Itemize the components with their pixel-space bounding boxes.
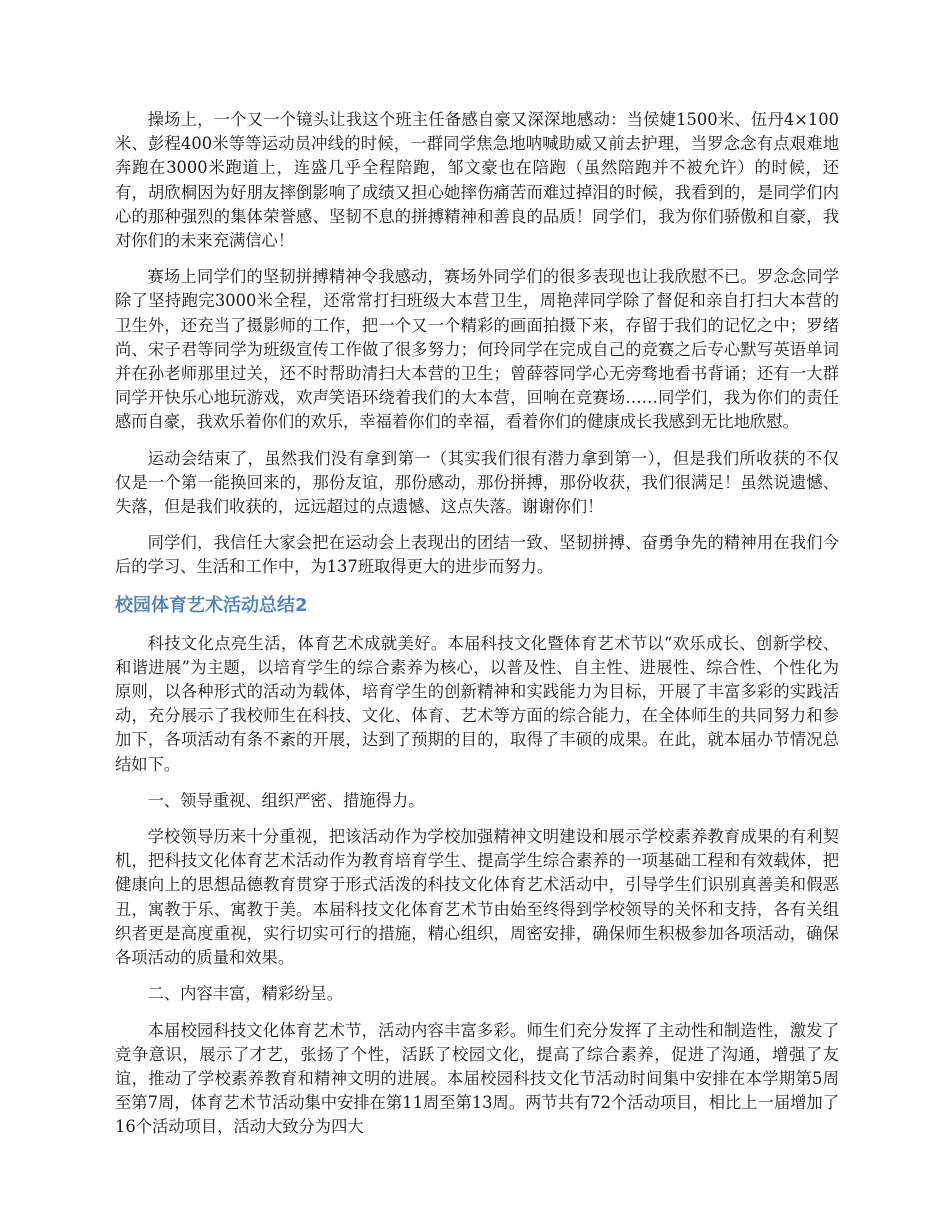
paragraph: 同学们，我信任大家会把在运动会上表现出的团结一致、坚韧拼搏、奋勇争先的精神用在我们今后的学习、生活和工作中，为137班取得更大的进步而努力。 <box>115 533 839 577</box>
subsection-title: 二、内容丰富，精彩纷呈。 <box>147 984 343 1004</box>
paragraph: 本届校园科技文化体育艺术节，活动内容丰富多彩。师生们充分发挥了主动性和制造性，激发了竞争意识，展示了才艺，张扬了个性，活跃了校园文化，提高了综合素养，促进了沟通，增强了友谊，推动了学校素养教育和精神文明的进展。本届校园科技文化节活动时间集中安排在本学期第5周至第7周，体育艺术节活动集中安排在第11周至第13周。两节共有72个活动项目，相比上一届增加了16个活动项目，活动大致分为四大 <box>115 1020 839 1137</box>
section-heading: 校园体育艺术活动总结2 <box>115 594 308 616</box>
document-page <box>115 108 839 1152</box>
paragraph: 科技文化点亮生活，体育艺术成就美好。本届科技文化暨体育艺术节以“欢乐成长、创新学校、和谐进展”为主题，以培育学生的综合素养为核心，以普及性、自主性、进展性、综合性、个性化为原则，以各种形式的活动为载体，培育学生的创新精神和实践能力为目标，开展了丰富多彩的实践活动，充分展示了我校师生在科技、文化、体育、艺术等方面的综合能力，在全体师生的共同努力和参加下，各项活动有条不紊的开展，达到了预期的目的，取得了丰硕的成果。在此，就本届办节情况总结如下。 <box>115 633 839 774</box>
paragraph: 操场上，一个又一个镜头让我这个班主任备感自豪又深深地感动：当侯婕1500米、伍丹4×100米、彭程400米等等运动员冲线的时候，一群同学焦急地呐喊助威又前去护理，当罗念念有点艰难地奔跑在3000米跑道上，连盛几乎全程陪跑，邹文豪也在陪跑（虽然陪跑并不被允许）的时候，还有，胡欣桐因为好朋友摔倒影响了成绩又担心她摔伤痛苦而难过掉泪的时候，我看到的，是同学们内心的那种强烈的集体荣誉感、坚韧不息的拼搏精神和善良的品质！同学们，我为你们骄傲和自豪，我对你们的未来充满信心！ <box>115 110 839 251</box>
paragraph: 赛场上同学们的坚韧拼搏精神令我感动，赛场外同学们的很多表现也让我欣慰不已。罗念念同学除了坚持跑完3000米全程，还常常打扫班级大本营卫生，周艳萍同学除了督促和亲自打扫大本营的卫生外，还充当了摄影师的工作，把一个又一个精彩的画面拍摄下来，存留于我们的记忆之中；罗绪尚、宋子君等同学为班级宣传工作做了很多努力；何玲同学在完成自己的竞赛之后专心默写英语单词并在孙老师那里过关，还不时帮助清扫大本营的卫生；曾薛蓉同学心无旁骛地看书背诵；还有一大群同学开快乐心地玩游戏，欢声笑语环绕着我们的大本营，回响在竞赛场……同学们，我为你们的责任感而自豪，我欢乐着你们的欢乐，幸福着你们的幸福，看着你们的健康成长我感到无比地欣慰。 <box>115 267 839 432</box>
subsection-title: 一、领导重视、组织严密、措施得力。 <box>147 790 425 810</box>
paragraph: 运动会结束了，虽然我们没有拿到第一（其实我们很有潜力拿到第一），但是我们所收获的不仅仅是一个第一能换回来的，那份友谊，那份感动，那份拼搏，那份收获，我们很满足！虽然说遗憾、失落，但是我们收获的，远远超过的点遗憾、这点失落。谢谢你们！ <box>115 448 839 517</box>
paragraph: 学校领导历来十分重视，把该活动作为学校加强精神文明建设和展示学校素养教育成果的有利契机，把科技文化体育艺术活动作为教育培育学生、提高学生综合素养的一项基础工程和有效载体，把健康向上的思想品德教育贯穿于形式活泼的科技文化体育艺术活动中，引导学生们识别真善美和假恶丑，寓教于乐、寓教于美。本届科技文化体育艺术节由始至终得到学校领导的关怀和支持，各有关组织者更是高度重视，实行切实可行的措施，精心组织，周密安排，确保师生积极参加各项活动，确保各项活动的质量和效果。 <box>115 827 839 968</box>
